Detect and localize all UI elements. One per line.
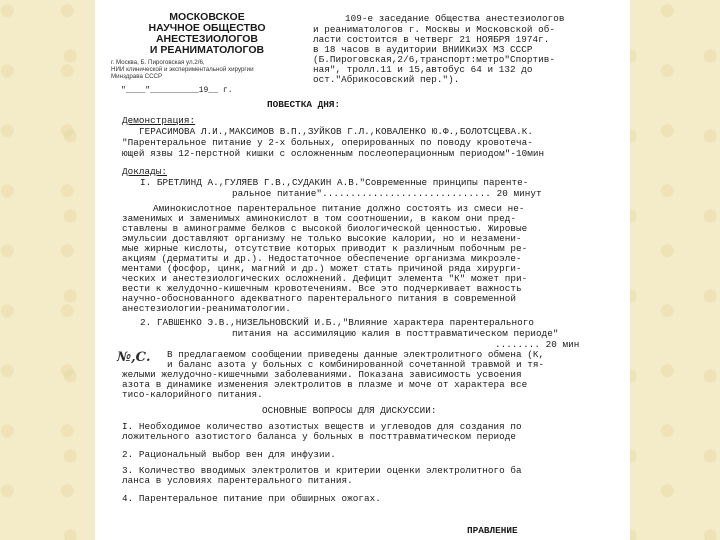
- handwritten-margin-note: №,С.: [117, 350, 151, 365]
- abstract1-line-1: Аминокислотное парентеральное питание должно состоять из смеси не-: [153, 203, 525, 214]
- abstract1-line-5: мые жирные кислоты, отсутствие которых приводит к различным побочным ре-: [122, 243, 528, 254]
- question-3-line-1: 3. Количество вводимых электролитов и критерии оценки электролитного ба: [122, 465, 522, 476]
- agenda-title: ПОВЕСТКА ДНЯ:: [267, 99, 341, 110]
- question-3-line-2: ланса в условиях парентерального питания.: [122, 475, 353, 486]
- org-name-line-2: НАУЧНОЕ ОБЩЕСТВО: [148, 22, 266, 34]
- date-line: "____"__________19__ г.: [121, 86, 233, 95]
- org-name-line-3: АНЕСТЕЗИОЛОГОВ: [155, 33, 259, 45]
- announcement-line-1: 109-е заседание Общества анестезиологов: [345, 13, 565, 24]
- document-page: [95, 0, 630, 540]
- announcement-line-5: (Б.Пироговская,2/6,транспорт:метро"Спортив-: [313, 54, 556, 65]
- demo-heading: Демонстрация:: [122, 115, 196, 126]
- abstract1-line-11: анестезиологии-реаниматологии.: [122, 303, 291, 314]
- demo-line-1: ГЕРАСИМОВА Л.И.,МАКСИМОВ В.П.,ЗУЙКОВ Г.Л.,КОВАЛЕНКО Ю.Ф.,БОЛОТСЦЕВА.К.: [139, 126, 534, 137]
- abstract1-line-9: вести к желудочно-кишечным кровотечениям. Все это подчеркивает важность: [122, 283, 522, 294]
- report1-line-1: I. БРЕТЛИНД А.,ГУЛЯЕВ Г.В.,СУДАКИН А.В."Современные принципы паренте-: [140, 177, 529, 188]
- report1-line-2: ральное питание".............................. 20 минут: [232, 188, 542, 199]
- questions-heading: ОСНОВНЫЕ ВОПРОСЫ ДЛЯ ДИСКУССИИ:: [262, 405, 437, 416]
- abstract1-line-8: ческих и анестезиологических осложнений. Дефицит элемента "К" может при-: [122, 273, 528, 284]
- abstract1-line-2: заменимых и заменимых аминокислот в том соотношении, в каком они пред-: [122, 213, 517, 224]
- abstract1-line-3: ставлены в аминограмме белков с высокой биологической ценностью. Жировые: [122, 223, 528, 234]
- abstract2-line-2: и баланс азота у больных с комбинированной сочетанной травмой и тя-: [167, 359, 545, 370]
- org-address-line-2: НИИ клинической и экспериментальной хирургии Минздрава СССР: [111, 66, 254, 81]
- report2-line-2: питания на ассимиляцию калия в посттравматическом периоде": [232, 328, 559, 339]
- question-1-line-2: ложительного азотистого баланса у больных в посттравматическом периоде: [122, 431, 517, 442]
- announcement-line-3: ласти состоится в четверг 21 НОЯБРЯ 1974г.: [313, 34, 550, 45]
- report2-line-1: 2. ГАВШЕНКО Э.В.,НИЗЕЛЬНОВСКИЙ И.Б.,"Влияние характера парентерального: [140, 317, 535, 328]
- demo-line-3: ющей язвы 12-перстной кишки с осложненным послеоперационным периодом"-10мин: [122, 148, 545, 159]
- org-address-line-1: г. Москва, Б. Пироговская ул.2/6,: [111, 59, 205, 66]
- abstract2-line-1: В предлагаемом сообщении приведены данные электролитного обмена (К,: [167, 349, 545, 360]
- report2-line-3: ........ 20 мин: [495, 339, 580, 350]
- abstract1-line-7: ментами (фосфор, цинк, магний и др.) может стать причиной ряда хирурги-: [122, 263, 522, 274]
- signature: ПРАВЛЕНИЕ: [467, 525, 518, 536]
- announcement-line-2: и реаниматологов г. Москвы и Московской об-: [313, 24, 556, 35]
- abstract2-line-3: желыми желудочно-кишечными заболеваниями. Показана зависимость усвоения: [122, 369, 522, 380]
- reports-heading: Доклады:: [122, 166, 168, 177]
- demo-line-2: "Парентеральное питание у 2-х больных, оперированных по поводу кровотеча-: [122, 137, 533, 148]
- question-4: 4. Парентеральное питание при обширных ожогах.: [122, 493, 381, 504]
- org-name-line-4: И РЕАНИМАТОЛОГОВ: [149, 44, 265, 56]
- abstract1-line-10: научно-обоснованного адекватного парентерального питания в современной: [122, 293, 517, 304]
- announcement-line-7: ост."Абрикосовский пер.").: [313, 74, 460, 85]
- abstract2-line-5: тисо-калорийного питания.: [122, 389, 263, 400]
- abstract2-line-4: азота в динамике изменения электролитов в плазме и моче от характера все: [122, 379, 528, 390]
- org-name-line-1: МОСКОВСКОЕ: [169, 11, 245, 23]
- question-1-line-1: I. Необходимое количество азотистых веществ и углеводов для создания по: [122, 421, 522, 432]
- announcement-line-6: ная", тролл.11 и 15,автобус 64 и 132 до: [313, 64, 533, 75]
- abstract1-line-6: акциям (дерматиты и др.). Недостаточное обеспечение организма микроэле-: [122, 253, 522, 264]
- question-2: 2. Рациональный выбор вен для инфузии.: [122, 449, 336, 460]
- announcement-line-4: в 18 часов в аудитории ВНИИКиЭХ МЗ СССР: [313, 44, 533, 55]
- abstract1-line-4: эмульсии доставляют организму не только высокие калории, но и незамени-: [122, 233, 522, 244]
